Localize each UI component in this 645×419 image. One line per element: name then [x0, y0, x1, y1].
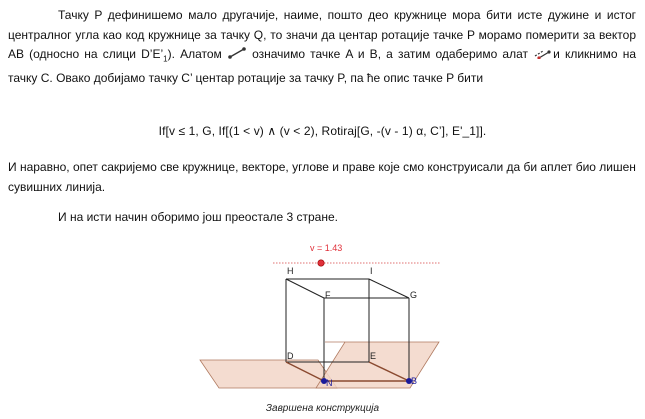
paragraph-3: И на исти начин оборимо још преостале 3 стране.: [58, 210, 338, 224]
label-d: D: [287, 351, 294, 361]
label-h: H: [287, 266, 294, 276]
label-e: E: [370, 351, 377, 361]
paragraph-1-part3: означимо тачке A и B, а затим одаберимо алат: [252, 47, 528, 61]
label-g: G: [410, 290, 418, 300]
label-f: F: [325, 290, 331, 300]
base-plane: [200, 360, 337, 388]
figure-caption: Завршена конструкција: [265, 403, 380, 414]
slider-label: v = 1.43: [310, 243, 343, 253]
paragraph-1-part2: ). Алатом: [167, 47, 222, 61]
paragraph-1-part1: Тачку P дефинишемо мало другачије, наиме, пошто део кружнице мора бити исте дужине и истог централног угла као код кружнице за тачку Q, то значи да центар ротације тачке P морамо померити за вектор AB (односно на слици D’E’: [8, 8, 636, 61]
formula: If[v ≤ 1, G, If[(1 < v) ∧ (v < 2), Rotiraj[G, -(v - 1) α, C’], E'_1]].: [158, 124, 487, 138]
label-b: B: [411, 376, 418, 386]
paragraph-2: И наравно, опет сакријемо све кружнице, векторе, углове и праве које смо конструисали да би аплет био лишен сувишних линија.: [8, 160, 636, 194]
paragraph-1: [8, 6, 636, 88]
subscript-1: 1: [163, 54, 168, 64]
label-n: N: [326, 378, 333, 388]
label-i: I: [370, 266, 373, 276]
vector-from-point-tool-icon: [533, 47, 553, 59]
paragraph-1-part4: и кликнимо на тачку C. Овако добијамо тачку C’ центар ротације за тачку P, па ће опис тачке P бити: [8, 47, 636, 85]
vector-tool-icon: [227, 47, 247, 59]
slider-handle[interactable]: [318, 260, 324, 266]
construction-figure: [195, 238, 445, 403]
